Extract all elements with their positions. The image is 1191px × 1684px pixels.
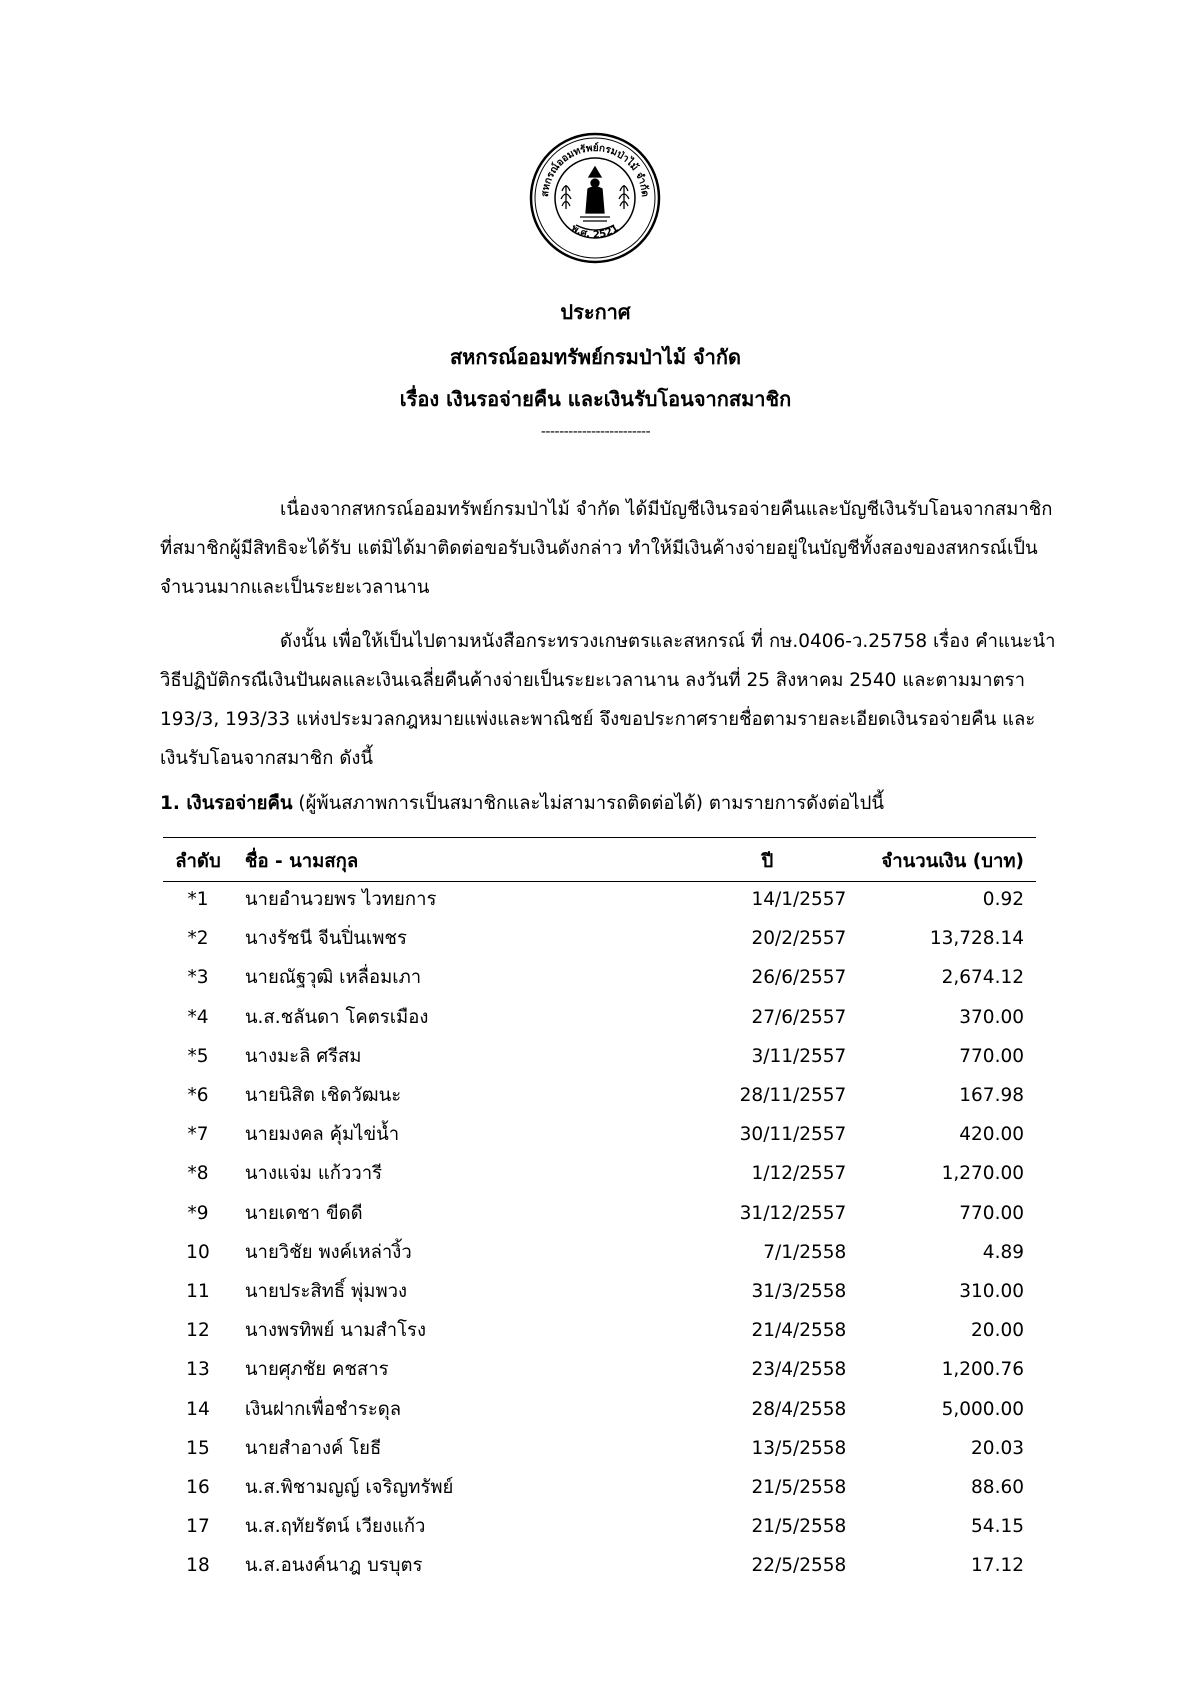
row-date: 31/12/2557 bbox=[739, 1202, 847, 1224]
row-number: 14 bbox=[186, 1398, 210, 1420]
row-date: 21/4/2558 bbox=[751, 1320, 847, 1342]
table-row bbox=[163, 880, 1036, 919]
row-name: น.ส.ฤทัยรัตน์ เวียงแก้ว bbox=[244, 1516, 426, 1538]
row-amount: 0.92 bbox=[982, 889, 1024, 911]
row-date: 31/3/2558 bbox=[751, 1280, 847, 1302]
table-row bbox=[163, 998, 1036, 1037]
row-amount: 420.00 bbox=[959, 1124, 1024, 1146]
row-number: 11 bbox=[186, 1280, 210, 1302]
announcement-subject: เรื่อง เงินรอจ่ายคืน และเงินรับโอนจากสมาชิก bbox=[399, 387, 792, 411]
row-name: นายวิชัย พงค์เหล่างิ้ว bbox=[244, 1241, 412, 1263]
row-name: นางพรทิพย์ นามสำโรง bbox=[244, 1320, 427, 1342]
row-name: น.ส.อนงค์นาฎ บรบุตร bbox=[244, 1555, 423, 1577]
row-number: 12 bbox=[186, 1320, 210, 1342]
row-amount: 770.00 bbox=[959, 1045, 1024, 1067]
row-name: นายนิสิต เชิดวัฒนะ bbox=[244, 1085, 402, 1107]
paragraph-line: จำนวนมากและเป็นระยะเวลานาน bbox=[160, 577, 430, 598]
row-number: *5 bbox=[187, 1045, 209, 1067]
row-name: เงินฝากเพื่อชำระดุล bbox=[244, 1398, 402, 1420]
row-number: 10 bbox=[186, 1241, 210, 1263]
row-name: นายอำนวยพร ไวทยการ bbox=[244, 889, 437, 911]
row-date: 3/11/2557 bbox=[751, 1045, 847, 1067]
row-amount: 5,000.00 bbox=[941, 1398, 1024, 1420]
row-name: นายสำอางค์ โยธี bbox=[244, 1437, 382, 1459]
row-number: *7 bbox=[187, 1124, 209, 1146]
row-number: *9 bbox=[187, 1202, 209, 1224]
row-date: 20/2/2557 bbox=[751, 928, 847, 950]
row-name: น.ส.พิชามญญ์ เจริญทรัพย์ bbox=[244, 1476, 454, 1498]
row-number: *4 bbox=[187, 1006, 209, 1028]
organization-name: สหกรณ์ออมทรัพย์กรมป่าไม้ จำกัด bbox=[449, 345, 742, 369]
row-name: นายมงคล คุ้มไข่น้ำ bbox=[244, 1124, 400, 1146]
table-row bbox=[163, 1507, 1036, 1546]
row-amount: 4.89 bbox=[982, 1241, 1024, 1263]
row-amount: 17.12 bbox=[971, 1555, 1024, 1577]
row-date: 21/5/2558 bbox=[751, 1516, 847, 1538]
row-amount: 54.15 bbox=[971, 1516, 1024, 1538]
paragraph-line: เงินรับโอนจากสมาชิก ดังนี้ bbox=[160, 748, 374, 769]
row-name: น.ส.ชลันดา โคตรเมือง bbox=[244, 1006, 429, 1028]
table-row bbox=[163, 1233, 1036, 1272]
paragraph-line: ดังนั้น เพื่อให้เป็นไปตามหนังสือกระทรวงเกษตรและสหกรณ์ ที่ กษ.0406-ว.25758 เรื่อง คำแนะนำ bbox=[280, 631, 1056, 652]
row-date: 27/6/2557 bbox=[751, 1006, 847, 1028]
row-amount: 2,674.12 bbox=[941, 967, 1024, 989]
table-row bbox=[163, 1076, 1036, 1115]
paragraph-line: ที่สมาชิกผู้มีสิทธิจะได้รับ แต่มิได้มาติดต่อขอรับเงินดังกล่าว ทำให้มีเงินค้างจ่ายอยู่ในบัญชีทั้งสองของสหกรณ์เป็น bbox=[160, 538, 1038, 559]
table-row bbox=[163, 1429, 1036, 1468]
paragraph-line: วิธีปฏิบัติกรณีเงินปันผลและเงินเฉลี่ยคืนค้างจ่ายเป็นระยะเวลานาน ลงวันที่ 25 สิงหาคม 2540 และตามมาตรา bbox=[160, 670, 1025, 691]
row-date: 13/5/2558 bbox=[751, 1437, 847, 1459]
row-number: *6 bbox=[187, 1085, 209, 1107]
row-amount: 370.00 bbox=[959, 1006, 1024, 1028]
row-date: 22/5/2558 bbox=[751, 1555, 847, 1577]
row-date: 28/11/2557 bbox=[739, 1085, 847, 1107]
row-amount: 1,200.76 bbox=[941, 1359, 1024, 1381]
row-amount: 1,270.00 bbox=[941, 1163, 1024, 1185]
table-header-row bbox=[163, 842, 1036, 880]
section-1-title-rest: (ผู้พ้นสภาพการเป็นสมาชิกและไม่สามารถติดต่อได้) ตามรายการดังต่อไปนี้ bbox=[292, 793, 885, 814]
row-date: 7/1/2558 bbox=[763, 1241, 847, 1263]
column-header-name: ชื่อ - นามสกุล bbox=[244, 850, 359, 872]
table-top-rule bbox=[163, 837, 1036, 838]
row-number: *8 bbox=[187, 1163, 209, 1185]
table-row bbox=[163, 1546, 1036, 1585]
row-amount: 20.03 bbox=[971, 1437, 1024, 1459]
row-number: 13 bbox=[186, 1359, 210, 1381]
cooperative-seal-logo bbox=[528, 131, 662, 265]
row-number: *2 bbox=[187, 928, 209, 950]
table-row bbox=[163, 1037, 1036, 1076]
row-name: นายณัฐวุฒิ เหลื่อมเภา bbox=[244, 967, 422, 989]
row-name: นายศุภชัย คชสาร bbox=[244, 1359, 389, 1381]
table-row bbox=[163, 1468, 1036, 1507]
row-date: 30/11/2557 bbox=[739, 1124, 847, 1146]
row-date: 26/6/2557 bbox=[751, 967, 847, 989]
row-amount: 310.00 bbox=[959, 1280, 1024, 1302]
row-amount: 167.98 bbox=[959, 1085, 1024, 1107]
paragraph-line: เนื่องจากสหกรณ์ออมทรัพย์กรมป่าไม้ จำกัด ได้มีบัญชีเงินรอจ่ายคืนและบัญชีเงินรับโอนจากสมาชิก bbox=[280, 499, 1053, 520]
column-header-amount: จำนวนเงิน (บาท) bbox=[881, 850, 1024, 872]
row-amount: 770.00 bbox=[959, 1202, 1024, 1224]
seal-year-text: พ.ศ. 2521 bbox=[569, 222, 621, 241]
row-number: 17 bbox=[186, 1516, 210, 1538]
row-date: 14/1/2557 bbox=[751, 889, 847, 911]
paragraph-line: 193/3, 193/33 แห่งประมวลกฎหมายแพ่งและพาณิชย์ จึงขอประกาศรายชื่อตามรายละเอียดเงินรอจ่ายคืน และ bbox=[160, 709, 1036, 730]
table-row bbox=[163, 958, 1036, 997]
row-date: 28/4/2558 bbox=[751, 1398, 847, 1420]
row-amount: 13,728.14 bbox=[929, 928, 1024, 950]
column-header-no: ลำดับ bbox=[175, 850, 221, 872]
table-row bbox=[163, 1272, 1036, 1311]
row-date: 21/5/2558 bbox=[751, 1476, 847, 1498]
table-row bbox=[163, 1194, 1036, 1233]
section-1-title bbox=[160, 789, 884, 818]
row-name: นายประสิทธิ์ พุ่มพวง bbox=[244, 1280, 408, 1302]
paragraph-intro bbox=[160, 490, 1053, 607]
row-name: นางแจ่ม แก้ววารี bbox=[244, 1163, 383, 1185]
header-separator: ------------------------ bbox=[540, 424, 651, 440]
refund-table bbox=[163, 842, 1036, 1585]
row-name: นางมะลิ ศรีสม bbox=[244, 1045, 362, 1067]
section-1-title-bold: 1. เงินรอจ่ายคืน bbox=[160, 793, 293, 814]
paragraph-legal-basis bbox=[160, 622, 1056, 778]
table-row bbox=[163, 1115, 1036, 1154]
row-number: 15 bbox=[186, 1437, 210, 1459]
seal-outer-text: สหกรณ์ออมทรัพย์กรมป่าไม้ จำกัด bbox=[539, 142, 651, 198]
row-number: *3 bbox=[187, 967, 209, 989]
row-name: นายเดชา ขีดดี bbox=[244, 1202, 363, 1224]
row-number: *1 bbox=[187, 889, 209, 911]
row-date: 23/4/2558 bbox=[751, 1359, 847, 1381]
table-row bbox=[163, 1350, 1036, 1389]
table-body bbox=[163, 880, 1036, 1585]
announcement-title: ประกาศ bbox=[560, 300, 631, 324]
table-row bbox=[163, 919, 1036, 958]
row-amount: 20.00 bbox=[971, 1320, 1024, 1342]
row-date: 1/12/2557 bbox=[751, 1163, 847, 1185]
row-amount: 88.60 bbox=[971, 1476, 1024, 1498]
table-row bbox=[163, 1389, 1036, 1428]
table-row bbox=[163, 1311, 1036, 1350]
column-header-year: ปี bbox=[761, 850, 774, 872]
row-name: นางรัชนี จีนปิ่นเพชร bbox=[244, 928, 407, 950]
row-number: 16 bbox=[186, 1476, 210, 1498]
table-row bbox=[163, 1154, 1036, 1193]
row-number: 18 bbox=[186, 1555, 210, 1577]
